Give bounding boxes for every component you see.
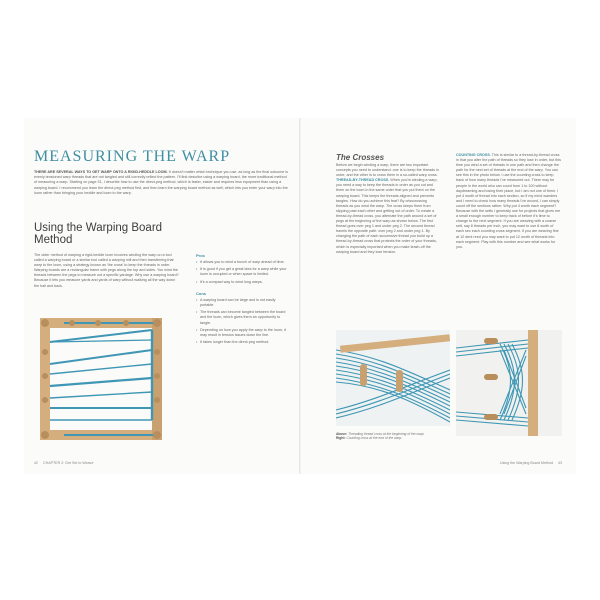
cons-title: Cons (196, 290, 206, 296)
thread-cross-text: When you're winding a warp, you need a way to keep the threads in order as you cut and them on the loom in the same order that you put them on the warping board. This keeps the threads aligned and prevents tangles. How do you achieve this feat? By crisscrossing threads as you wind the warp. The cross keeps them from slipping past each other and getting out of order. To create a thread-by-thread cross, you alternate the path around a set of pegs at the beginning of the warp as shown below. The first thread goes over peg 1 and under peg 2. The second thread travels the opposite path: over peg 2 and under peg 1. By changing the path of each successive thread you build up a thread-by-thread cross that protects the order of your threads, which is especially important when you make leash-off the warping board and they lose tension. (336, 178, 438, 254)
caption-right-text: Counting cross at the end of the warp. (346, 436, 403, 441)
crosses-heading: The Crosses (336, 153, 385, 162)
intro-text: It doesn't matter which technique you use, as long as the final outcome is evenly tensioned warp threads that are not tangled and still correctly reflect the pattern. I'll first describe using a warping board, the more traditional method of measuring a warp. Starting on page 31, I describe how to use the direct-peg method, which is faster, easier and requires less equipment than using a warping board. I recommend you learn the direct-peg method first, and then learn the warping board method as well, which lets you enter your warp into the loom rather than bringing your heddle and loom to the warp. (34, 170, 289, 195)
page-number: 43 (558, 461, 562, 465)
crosses-intro: Before we begin winding a warp, there are two important concepts you need to understand: one is to keep the threads in order, and the other is to cross them in a so-called warp cross. (336, 163, 439, 178)
caption-right-label: Right: (336, 436, 346, 441)
left-folio (34, 461, 93, 465)
section-heading: Using the Warping Board Method (34, 222, 163, 246)
cons-item: • It takes longer than the direct-peg method. (196, 340, 288, 345)
intro-paragraph (34, 170, 288, 196)
cons-item: • Depending on how you apply the warp to the loom, it may result in tension issues down the line. (196, 328, 288, 338)
section-label: Using the Warping Board Method (499, 461, 553, 465)
warping-board-photo (34, 312, 174, 450)
caption-above-label: Above: (336, 432, 348, 436)
pros-item: • It's a compact way to wind long warps. (196, 280, 288, 285)
cons-list (196, 298, 288, 345)
pros-list (196, 260, 288, 285)
thread-cross-label: THREAD-BY-THREAD CROSS. (336, 178, 390, 183)
counting-cross-label: COUNTING CROSS. (456, 153, 491, 157)
pros-item: • It allows you to wind a bunch of warp ahead of time. (196, 260, 288, 265)
page-title: MEASURING THE WARP (34, 148, 231, 165)
chapter-label: CHAPTER 2: Get Set to Weave (43, 461, 94, 465)
caption-above-text: Threading thread cross at the beginning of the warp. (348, 432, 425, 436)
counting-cross-text: This is similar to a thread-by-thread cross in that you alter the path of threads so they lose in order, but this time you wind a set of threads in one path and then change the path for the next set of threads at the end of the warp. You can see this in the photo below. I use the counting cross to keep track of how many threads I've measured out. There may be people in the world who can count from 1 to 100 without daydreaming and losing their place, but I am not one of them. I put 4 worth of thread into each section, so if my mind wanders and I need to check how many threads I've wound, I can simply count off the sections rather. Why put 4 worth each segment? Because with the setts I generally use for projects that gives me a small enough number to keep track of before it's time to change to the next segment. If you are weaving with a coarse sett, say 8 threads per inch, you may want to use 8 worth of each sec each counting cross segment. If you are weaving fine at 12 dent reed you may want to put 12 worth of threads into each segment. Play with this number and see what works for you. (456, 153, 561, 249)
right-folio (500, 461, 562, 465)
pros-cons-sidebar (196, 253, 288, 351)
crosses-column (336, 163, 440, 255)
thread-cross-photo (336, 330, 450, 426)
page-number: 42 (34, 461, 38, 465)
pros-item: • It is good if you get a great idea for a warp while your loom is occupied or when space is limited. (196, 267, 288, 277)
cons-item: • The threads can become tangled between the board and the loom, which gives them an opportunity to tangle. (196, 310, 288, 325)
book-gutter (299, 118, 301, 474)
counting-cross-column (456, 153, 562, 250)
body-column: The older method of warping a rigid-heddle loom involves winding the warp on a tool called a warping board or a similar tool called a warping mill and then transferring that warp to the loom, using a strategy known as 'the cross' to keep the threads in order. Warping boards are a rectangular frame with pegs along the top and sides. You wind the threads between the pegs to measure out a specific yardage. Why use a warping board? Because it lets you measure yards and yards of warp without walking all the way down the hall and back. (34, 253, 179, 288)
cons-item: • A warping board can be large and is not easily portable. (196, 298, 288, 308)
intro-lead-caps: THERE ARE SEVERAL WAYS TO GET WARP ONTO A RIGID-HEDDLE LOOM. (34, 170, 168, 174)
photo-caption (336, 432, 450, 441)
counting-cross-photo (456, 330, 562, 436)
pros-title: Pros (196, 253, 205, 258)
